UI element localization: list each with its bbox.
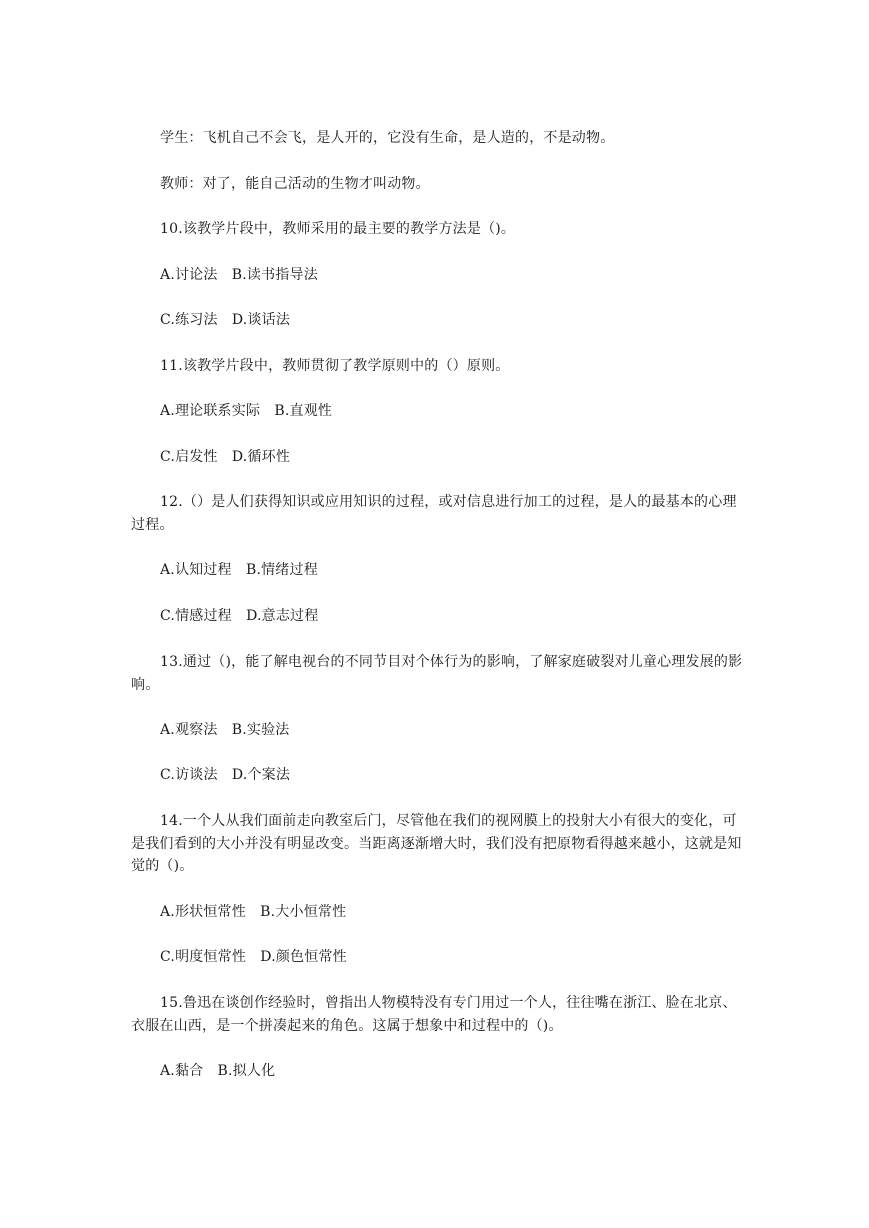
question-11: 11.该教学片段中，教师贯彻了教学原则中的（）原则。 — [160, 358, 510, 374]
question-10-options-ab: A.讨论法 B.读书指导法 — [160, 267, 318, 283]
question-11-options-ab: A.理论联系实际 B.直观性 — [160, 403, 333, 419]
question-15-options-ab: A.黏合 B.拟人化 — [160, 1063, 276, 1079]
question-14-options-cd: C.明度恒常性 D.颜色恒常性 — [160, 949, 347, 965]
question-12-options-cd: C.情感过程 D.意志过程 — [160, 608, 319, 624]
question-13: 13.通过（)，能了解电视台的不同节目对个体行为的影响，了解家庭破裂对儿童心理发展的影响。 — [131, 654, 743, 693]
question-10-options-cd: C.练习法 D.谈话法 — [160, 312, 291, 328]
question-15: 15.鲁迅在谈创作经验时，曾指出人物模特没有专门用过一个人，往往嘴在浙江、脸在北京、衣服在山西，是一个拼凑起来的角色。这属于想象中和过程中的（)。 — [131, 995, 737, 1034]
question-13-options-ab: A.观察法 B.实验法 — [160, 722, 290, 738]
question-14: 14.一个人从我们面前走向教室后门，尽管他在我们的视网膜上的投射大小有很大的变化，可是我们看到的大小并没有明显改变。当距离逐渐增大时，我们没有把原物看得越来越小，这就是知觉的（)。 — [131, 813, 742, 874]
question-14-options-ab: A.形状恒常性 B.大小恒常性 — [160, 904, 347, 920]
paragraph-teacher-reply: 教师：对了，能自己活动的生物才叫动物。 — [160, 176, 430, 192]
question-13-options-cd: C.访谈法 D.个案法 — [160, 767, 291, 783]
question-10: 10.该教学片段中，教师采用的最主要的教学方法是（)。 — [160, 221, 516, 237]
question-11-options-cd: C.启发性 D.循环性 — [160, 449, 291, 465]
paragraph-student-reply: 学生：飞机自己不会飞，是人开的，它没有生命，是人造的，不是动物。 — [160, 130, 615, 146]
question-12: 12.（）是人们获得知识或应用知识的过程，或对信息进行加工的过程，是人的最基本的心理过程。 — [131, 494, 737, 533]
question-12-options-ab: A.认知过程 B.情绪过程 — [160, 562, 318, 578]
